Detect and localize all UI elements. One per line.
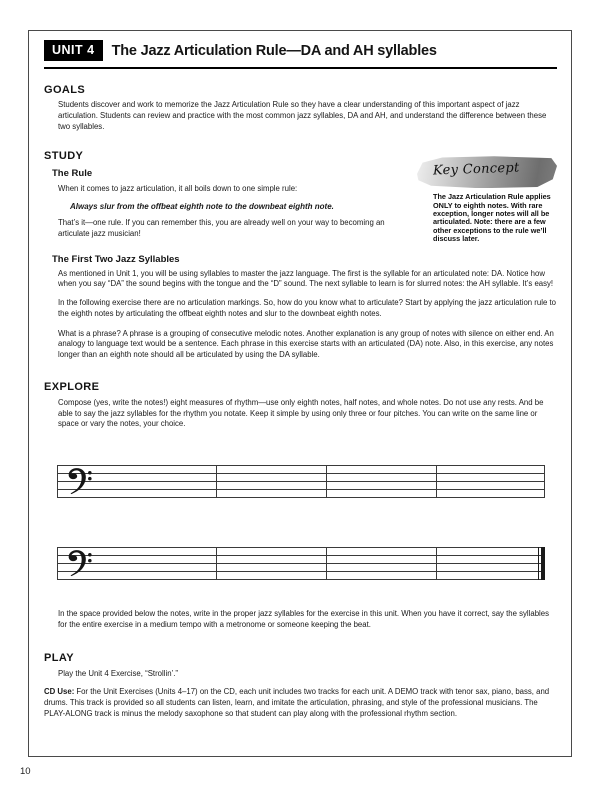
rule-outro: That’s it—one rule. If you can remember this, you are already well on your way to becoming an articulate jazz musician! bbox=[58, 218, 385, 238]
play-intro: Play the Unit 4 Exercise, “Strollin’.” bbox=[58, 668, 179, 678]
syllables-para3: What is a phrase? A phrase is a grouping of consecutive melodic notes. Another explanation is any group of notes with silence on either end. An analogy to language text would be a sentence. Each phrase in this exercise starts with an articulated (DA) note. Also, in this exercise, any notes longer than an eighth note should all be articulated by using the DA syllable. bbox=[58, 328, 554, 360]
barline bbox=[57, 465, 58, 498]
page-title: The Jazz Articulation Rule—DA and AH syllables bbox=[111, 42, 437, 59]
music-staff-1 bbox=[57, 465, 545, 498]
cd-use-label: CD Use: bbox=[44, 687, 75, 697]
syllables-para2: In the following exercise there are no articulation markings. So, how do you know what to articulate? Start by applying the jazz articulation rule to the eighth notes by articulating the offbeat eighth notes and slur to the downbeat eighth notes. bbox=[58, 298, 556, 318]
cd-use-body: For the Unit Exercises (Units 4–17) on the CD, each unit includes two tracks for each unit. A DEMO track with tenor sax, piano, bass, and drums. This track is provided so all students can listen, learn, and imitate the articulation, phrasing, and style of the professional musicians. The PLAY-ALONG track is minus the melody saxophone so that student can play along with the professional rhythm section. bbox=[44, 687, 550, 718]
music-staff-2 bbox=[57, 547, 545, 580]
page-content bbox=[44, 40, 557, 720]
bass-clef-icon bbox=[64, 545, 94, 582]
barline bbox=[326, 465, 327, 498]
bass-clef-icon bbox=[64, 463, 94, 500]
explore-heading: EXPLORE bbox=[44, 380, 100, 393]
syllables-para1: As mentioned in Unit 1, you will be using syllables to master the jazz language. The first is the syllable for an articulated note: DA. Notice how when you say “DA” the sound begins with the tongue and the “D” sound. The next syllable to learn is for slurred notes: the AH syllable. It’s easy! bbox=[58, 268, 554, 289]
key-concept-body: The Jazz Articulation Rule applies ONLY to eighth notes. With rare exception, longer notes will all be articulated. Note: there are a few other exceptions to the rule we’ll discuss later. bbox=[433, 192, 551, 243]
final-barline-thin bbox=[538, 547, 539, 580]
goals-body: Students discover and work to memorize the Jazz Articulation Rule so they have a clear understanding of this important aspect of jazz articulation. Students can review and practice with the most common jazz syllables, DA and AH, and understand the difference between these two syllables. bbox=[58, 100, 547, 131]
study-rule-column bbox=[44, 168, 396, 239]
barline bbox=[216, 465, 217, 498]
page-header bbox=[44, 40, 557, 69]
study-heading: STUDY bbox=[44, 150, 84, 163]
key-concept-sidebar bbox=[433, 156, 557, 243]
rule-subheading: The Rule bbox=[52, 168, 93, 180]
play-heading: PLAY bbox=[44, 651, 74, 664]
barline bbox=[326, 547, 327, 580]
barline bbox=[436, 547, 437, 580]
rule-intro: When it comes to jazz articulation, it all boils down to one simple rule: bbox=[58, 184, 298, 194]
barline bbox=[436, 465, 437, 498]
explore-outro: In the space provided below the notes, write in the proper jazz syllables for the exercise in this unit. When you have it correct, say the syllables for the entire exercise in a medium tempo with a metronome or someone keeping the beat. bbox=[58, 609, 550, 629]
key-concept-brush bbox=[417, 156, 557, 188]
goals-heading: GOALS bbox=[44, 84, 86, 96]
unit-badge: UNIT 4 bbox=[44, 40, 103, 61]
final-barline-thick bbox=[541, 547, 545, 580]
key-concept-title: Key Concept bbox=[432, 160, 520, 179]
barline bbox=[216, 547, 217, 580]
study-section bbox=[44, 160, 557, 243]
barline bbox=[57, 547, 58, 580]
page-number: 10 bbox=[20, 766, 31, 777]
syllables-subheading: The First Two Jazz Syllables bbox=[52, 253, 180, 265]
explore-intro: Compose (yes, write the notes!) eight measures of rhythm—use only eighth notes, half notes, and whole notes. Do not use any rests. And be able to say the jazz syllables for the rhythm you notate. Keep it simple by using only three or four pitches. You can write on the same line or space or vary the notes, your choice. bbox=[58, 397, 544, 429]
barline bbox=[544, 465, 545, 498]
rule-statement: Always slur from the offbeat eighth note to the downbeat eighth note. bbox=[70, 202, 334, 211]
cd-use-paragraph bbox=[44, 687, 557, 719]
